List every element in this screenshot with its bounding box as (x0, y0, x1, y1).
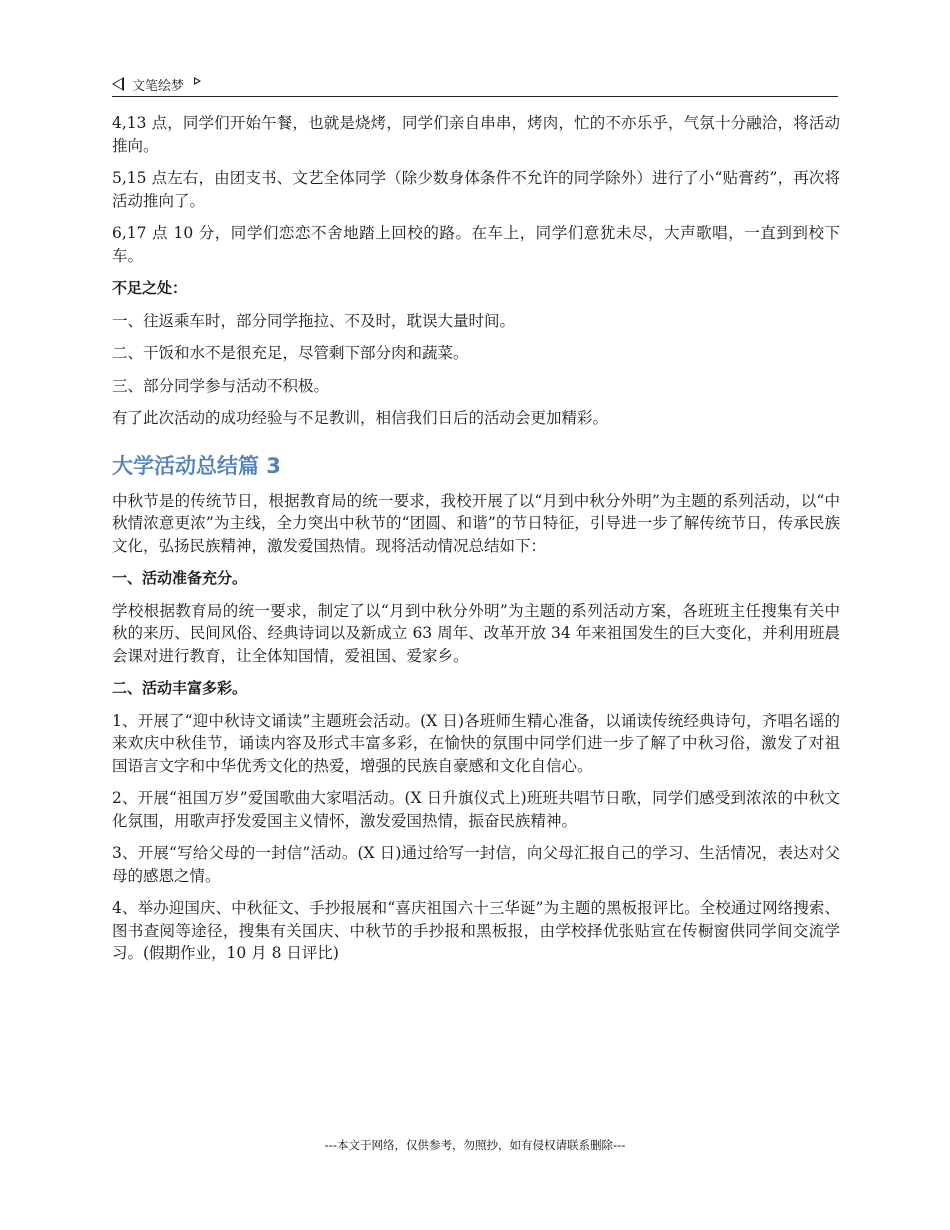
activity-item: 2、开展“祖国万岁”爱国歌曲大家唱活动。(X 日升旗仪式上)班班共唱节日歌，同学们感受到浓浓的中秋文化氛围，用歌声抒发爱国主义情怀，激发爱国热情，振奋民族精神。 (112, 789, 840, 830)
subheading: 二、活动丰富多彩。 (112, 679, 248, 697)
section-title: 大学活动总结篇 3 (112, 453, 281, 478)
header-title: 文笔绘梦 (132, 78, 185, 94)
activity-item: 3、开展“写给父母的一封信”活动。(X 日)通过给写一封信，向父母汇报自己的学习、生活情况，表达对父母的感恩之情。 (112, 844, 840, 885)
paragraph: 4,13 点，同学们开始午餐，也就是烧烤，同学们亲自串串，烤肉，忙的不亦乐乎，气氛十分融洽，将活动推向。 (112, 114, 840, 155)
shortcoming-item: 三、部分同学参与活动不积极。 (112, 376, 330, 395)
triangle-left-icon (112, 77, 124, 91)
subheading: 一、活动准备充分。 (112, 569, 248, 587)
page-header (112, 72, 838, 97)
paragraph: 学校根据教育局的统一要求，制定了以“月到中秋分外明”为主题的系列活动方案，各班班主任搜集有关中秋的来历、民间风俗、经典诗词以及新成立 63 周年、改革开放 34 年来祖国发生的巨大变化，并利用班晨会课对进行教育，让全体知国情，爱祖国、爱家乡。 (112, 601, 840, 665)
page-footer: ---本文于网络，仅供参考，勿照抄，如有侵权请联系删除--- (324, 1138, 626, 1152)
activity-item: 1、开展了“迎中秋诗文诵读”主题班会活动。(X 日)各班师生精心准备，以诵读传统经典诗句，齐唱名谣的来欢庆中秋佳节，诵读内容及形式丰富多彩，在愉快的氛围中同学们进一步了解了中秋习俗，激发了对祖国语言文字和中华优秀文化的热爱，增强的民族自豪感和文化自信心。 (112, 711, 840, 775)
paragraph: 6,17 点 10 分，同学们恋恋不舍地踏上回校的路。在车上，同学们意犹未尽，大声歌唱，一直到到校下车。 (112, 224, 840, 265)
closing-paragraph: 有了此次活动的成功经验与不足教训，相信我们日后的活动会更加精彩。 (112, 409, 609, 427)
shortcoming-item: 一、往返乘车时，部分同学拖拉、不及时，耽误大量时间。 (112, 311, 516, 330)
document-body (112, 112, 840, 975)
paragraph: 5,15 点左右，由团支书、文艺全体同学（除少数身体条件不允许的同学除外）进行了小“贴膏药”，再次将活动推向了。 (112, 169, 840, 210)
shortcomings-heading: 不足之处： (112, 279, 188, 297)
triangle-right-icon (194, 77, 201, 85)
intro-paragraph: 中秋节是的传统节日，根据教育局的统一要求，我校开展了以“月到中秋分外明”为主题的系列活动，以“中秋情浓意更浓”为主线，全力突出中秋节的“团圆、和谐”的节日特征，引导进一步了解传统节日，传承民族文化，弘扬民族精神，激发爱国热情。现将活动情况总结如下： (112, 491, 840, 555)
activity-item: 4、举办迎国庆、中秋征文、手抄报展和“喜庆祖国六十三华诞”为主题的黑板报评比。全校通过网络搜索、图书查阅等途径，搜集有关国庆、中秋节的手抄报和黑板报，由学校择优张贴宣在传橱窗供同学间交流学习。(假期作业，10 月 8 日评比) (112, 899, 840, 962)
shortcoming-item: 二、干饭和水不是很充足，尽管剩下部分肉和蔬菜。 (112, 344, 469, 362)
